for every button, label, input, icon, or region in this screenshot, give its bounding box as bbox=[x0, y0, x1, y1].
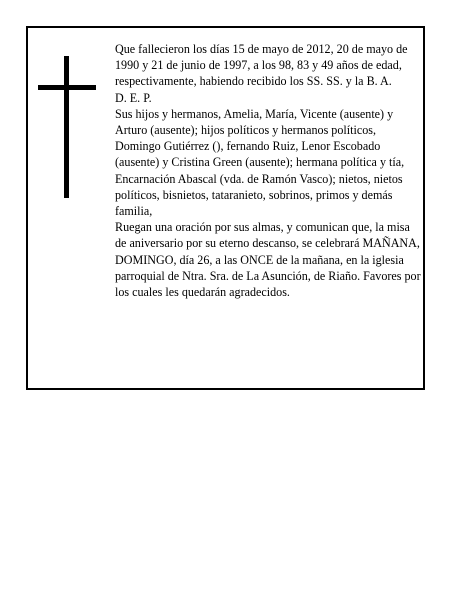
cross-icon bbox=[38, 56, 98, 198]
death-announcement: Que fallecieron los días 15 de mayo de 2012, 20 de mayo de 1990 y 21 de junio de 1997, a los 98, 83 y 49 años de edad, respectivamente, habiendo recibido los SS. SS. y la B. A. bbox=[115, 42, 408, 89]
cross-horizontal-bar bbox=[38, 85, 96, 90]
mass-invitation: Ruegan una oración por sus almas, y comunican que, la misa de aniversario por su eterno descanso, se celebrará MAÑANA, DOMINGO, día 26, a las ONCE de la mañana, en la iglesia parroquial de Ntra. Sra. de La Asunción, de Riaño. Favores por los cuales les quedarán agradecidos. bbox=[115, 220, 421, 300]
notice-text bbox=[115, 41, 421, 300]
cross-vertical-bar bbox=[64, 56, 69, 198]
obituary-notice bbox=[26, 26, 425, 390]
dep-line: D. E. P. bbox=[115, 90, 152, 105]
family-list: Sus hijos y hermanos, Amelia, María, Vicente (ausente) y Arturo (ausente); hijos políticos y hermanos políticos, Domingo Gutiérrez (), fernando Ruiz, Lenor Escobado (ausente) y Cristina Green (ausente); hermana política y tía, Encarnación Abascal (vda. de Ramón Vasco); nietos, nietos políticos, bisnietos, tataranieto, sobrinos, primos y demás familia, bbox=[115, 106, 405, 219]
